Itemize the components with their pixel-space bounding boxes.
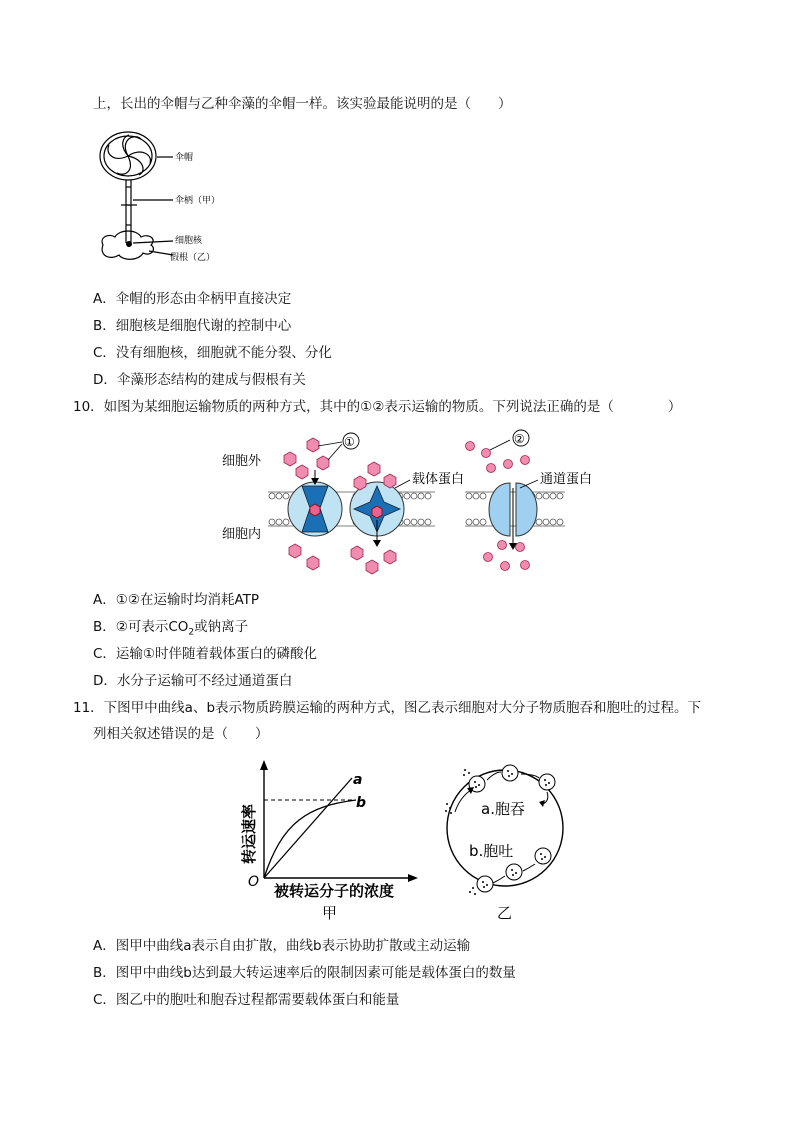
q9-option-d: D．伞藻形态结构的建成与假根有关 <box>93 372 306 388</box>
q10-label-inside: 细胞内 <box>222 527 262 542</box>
q11-caption-jia: 甲 <box>322 904 338 922</box>
q9-option-a: A．伞帽的形态由伞柄甲直接决定 <box>93 291 292 307</box>
q10-mark-2: ② <box>514 432 525 446</box>
q10-option-b: B．②可表示$CO_2$或钠离子 <box>93 619 249 638</box>
q11-label-origin: O <box>248 874 260 890</box>
q9-option-c: C．没有细胞核，细胞就不能分裂、分化 <box>93 345 332 361</box>
q11-ylabel: 转运速率 <box>240 803 258 864</box>
q11-option-a: A．图甲中曲线a表示自由扩散，曲线b表示协助扩散或主动运输 <box>93 938 471 954</box>
q11-curve-b <box>264 800 356 878</box>
q11-label-exocytosis: b.胞吐 <box>469 842 514 860</box>
q10-molecule <box>372 506 382 518</box>
q11-vesicle <box>535 848 551 864</box>
q10-channel-protein <box>489 483 510 536</box>
q10-option-c: C．运输①时伴随着载体蛋白的磷酸化 <box>93 646 318 662</box>
q9-label-rhizoid: 假根（乙） <box>170 253 216 263</box>
q10-stem: 10．如图为某细胞运输物质的两种方式，其中的①②表示运输的物质。下列说法正确的是（ ） <box>73 399 682 415</box>
q9-acetabularia-figure <box>95 125 235 270</box>
q11-caption-yi: 乙 <box>497 904 513 922</box>
q11-stem-line2: 列相关叙述错误的是（ ） <box>93 726 269 742</box>
q9-nucleus-dot <box>126 241 132 247</box>
q10-mark-1: ① <box>344 435 355 449</box>
q11-option-c: C．图乙中的胞吐和胞吞过程都需要载体蛋白和能量 <box>93 992 400 1008</box>
q10-molecule <box>310 504 320 516</box>
q10-label-carrier: 载体蛋白 <box>412 472 465 487</box>
q11-curve-a <box>264 778 352 878</box>
q11-vesicle <box>506 864 522 880</box>
q11-vesicle <box>502 765 518 781</box>
q11-xlabel: 被转运分子的浓度 <box>274 882 395 900</box>
q10-membrane-right <box>465 492 565 526</box>
q11-stem-line1: 11．下图甲中曲线a、b表示物质跨膜运输的两种方式，图乙表示细胞对大分子物质胞吞和胞吐的过程。下 <box>73 700 702 716</box>
q11-option-b: B．图甲中曲线b达到最大转运速率后的限制因素可能是载体蛋白的数量 <box>93 965 516 981</box>
q10-option-a: A．①②在运输时均消耗ATP <box>93 592 260 608</box>
q11-label-b: b <box>356 795 367 811</box>
q10-label-outside: 细胞外 <box>222 454 262 469</box>
q11-vesicle <box>539 774 555 790</box>
q9-label-stalk: 伞柄（甲） <box>175 196 221 206</box>
q9-label-cap: 伞帽 <box>175 153 194 163</box>
q10-transport-figure <box>220 428 605 578</box>
q11-label-endocytosis: a.胞吞 <box>481 800 525 818</box>
q10-label-channel: 通道蛋白 <box>540 472 593 487</box>
q11-label-a: a <box>353 772 363 788</box>
q10-option-d: D．水分子运输可不经过通道蛋白 <box>93 673 293 689</box>
q9-stem-tail: 上，长出的伞帽与乙种伞藻的伞帽一样。该实验最能说明的是（ ） <box>93 96 512 112</box>
q9-label-nucleus: 细胞核 <box>175 236 203 246</box>
q11-figure-jia <box>230 760 430 925</box>
q11-figure-yi <box>435 760 575 925</box>
q11-vesicle <box>477 876 493 892</box>
q9-option-b: B．细胞核是细胞代谢的控制中心 <box>93 318 292 334</box>
